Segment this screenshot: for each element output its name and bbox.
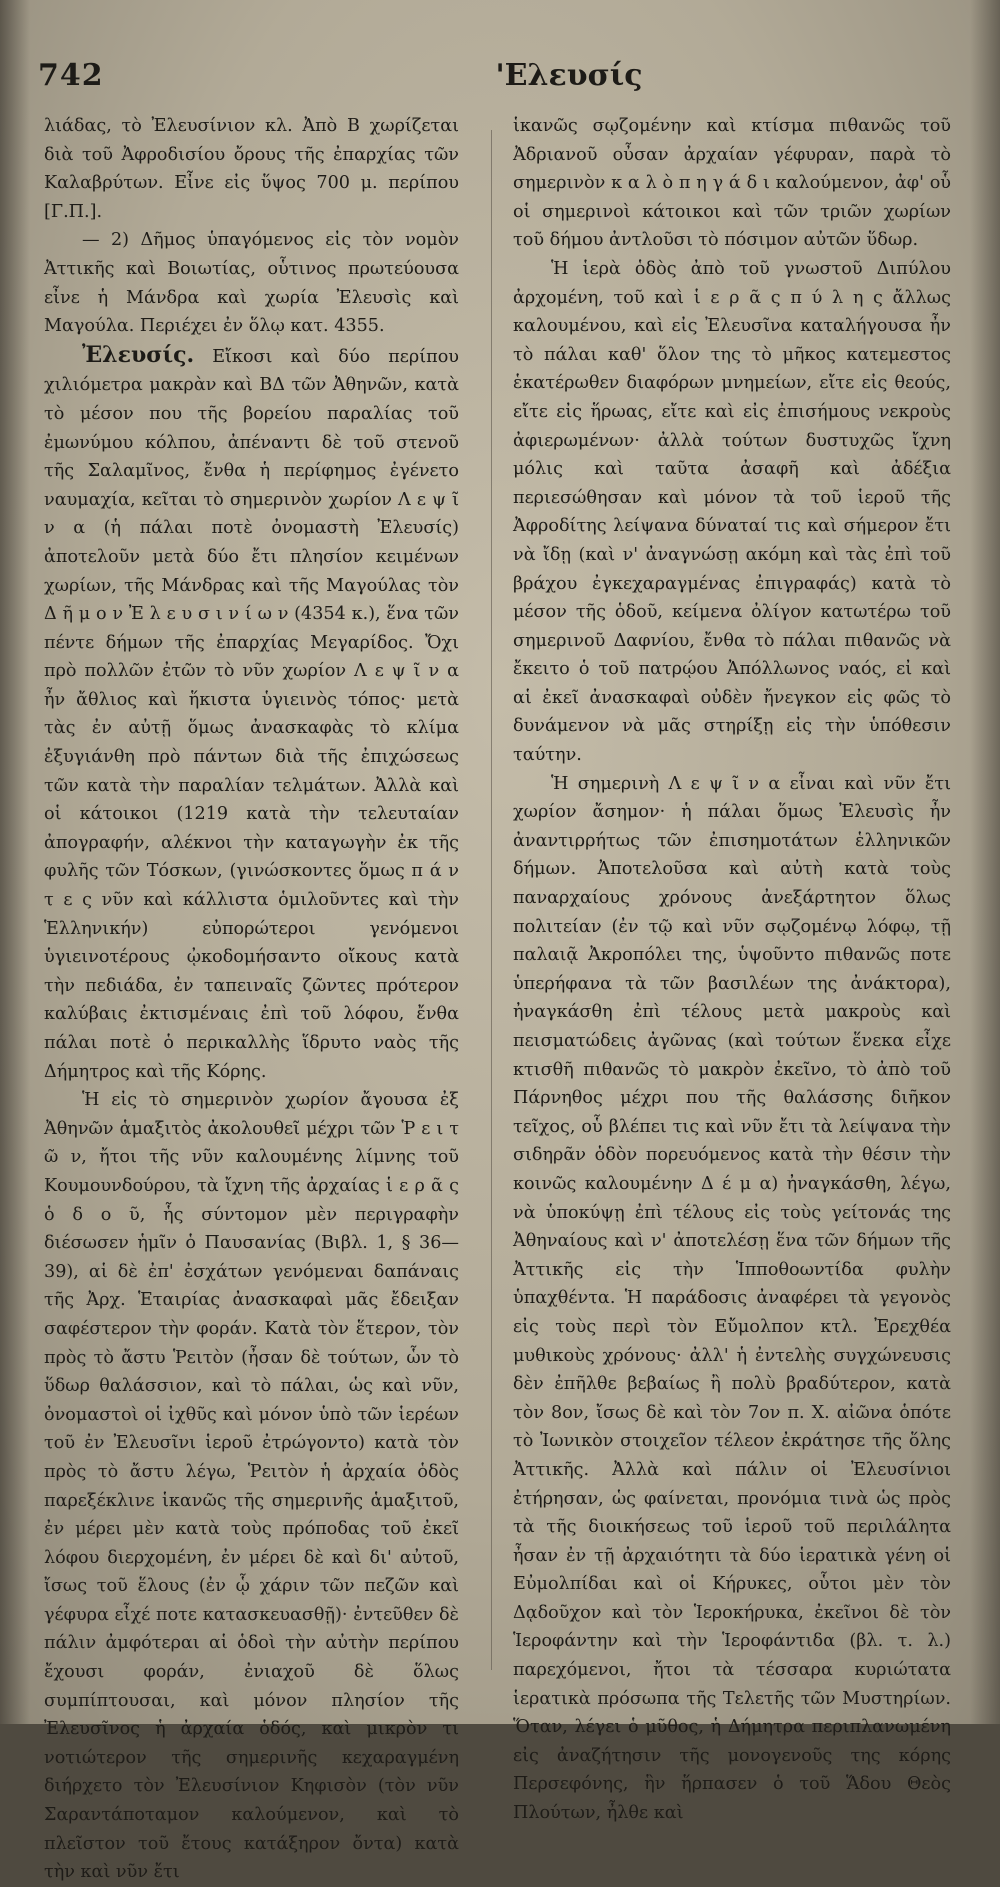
paragraph-bridge: ἱκανῶς σῳζομένην καὶ κτίσμα πιθανῶς τοῦ Ἀδριανοῦ οὖσαν ἀρχαίαν γέφυραν, παρὰ τὸ σημερινὸν κ α λ ὸ π η γ ά δ ι καλούμενον, ἀφ' οὗ οἱ σημερινοὶ κάτοικοι καὶ τῶν τριῶν χωρίων τοῦ δήμου ἀντλοῦσι τὸ πόσιμον αὐτῶν ὕδωρ. (513, 116, 951, 251)
paragraph-hiera-odos: Ἡ ἱερὰ ὁδὸς ἀπὸ τοῦ γνωστοῦ Διπύλου ἀρχομένη, τοῦ καὶ ἱ ε ρ ᾶ ς π ύ λ η ς ἄλλως καλουμένου, καὶ εἰς Ἐλευσῖνα καταλήγουσα ἦν τὸ πάλαι καθ' ὅλον της τὸ μῆκος κατεμεστος ἑκατέρωθεν διαφόρων μνημείων, εἴτε εἰς θεούς, εἴτε εἰς ἥρωας, εἴτε καὶ εἰς ἐπισήμους νεκροὺς ἀφιερωμένων· ἀλλὰ τούτων δυστυχῶς ἴχνη μόλις καὶ ταῦτα ἀσαφῆ καὶ ἀδέξια περιεσώθησαν καὶ μόνον τὰ τοῦ ἱεροῦ τῆς Ἀφροδίτης λείψανα δύναταί τις καὶ σήμερον ἔτι νὰ ἴδῃ (καὶ ν' ἀναγνώσῃ ακόμη καὶ τὰς ἐπὶ τοῦ βράχου ἐγκεχαραγμένας ἐπιγραφάς) κατὰ τὸ μέσον τῆς ὁδοῦ, κείμενα ὀλίγον κατωτέρω τοῦ σημερινοῦ Δαφνίου, ἔνθα τὸ πάλαι πιθανῶς νὰ ἔκειτο ὁ τοῦ πατρῴου Ἀπόλλωνος ναός, εἰ καὶ αἱ ἐκεῖ ἀνασκαφαὶ οὐδὲν ἤνεγκον εἰς φῶς τὸ δυνάμενον νὰ μᾶς στηρίξῃ εἰς τὴν ὑπόθεσιν ταύτην. (513, 258, 951, 766)
paragraph-continuation: λιάδας, τὸ Ἐλευσίνιον κλ. Ἀπὸ Β χωρίζεται διὰ τοῦ Ἀφροδισίου ὄρους τῆς ἐπαρχίας τῶν Καλαβρύτων. Εἶνε εἰς ὕψος 700 μ. περίπου [Γ.Π.]. (44, 116, 459, 222)
page-edge-shadow-left (0, 0, 30, 1724)
running-head: 'Ελευσίς (495, 58, 643, 93)
page-number: 742 (38, 58, 104, 93)
page-edge-shadow-right (970, 0, 1000, 1724)
left-column (44, 112, 459, 1883)
right-column (513, 112, 951, 1824)
paragraph-sacred-way: Ἡ εἰς τὸ σημερινὸν χωρίον ἄγουσα ἐξ Ἀθηνῶν ἁμαξιτὸς ἀκολουθεῖ μέχρι τῶν Ῥ ε ι τ ῶ ν, ἤτοι τῆς νῦν καλουμένης λίμνης τοῦ Κουμουνδούρου, τὰ ἴχνη τῆς ἀρχαίας ἱ ε ρ ᾶ ς ὁ δ ο ῦ, ἧς σύντομον μὲν περιγραφὴν διέσωσεν ἡμῖν ὁ Παυσανίας (Βιβλ. 1, § 36—39), αἱ δὲ ἐπ' ἐσχάτων γενόμεναι δαπάναις τῆς Ἀρχ. Ἑταιρίας ἀνασκαφαὶ μᾶς ἔδειξαν σαφέστερον τὴν φοράν. Κατὰ τὸν ἕτερον, τὸν πρὸς τὸ ἄστυ Ῥειτὸν (ἦσαν δὲ τούτων, ὧν τὸ ὕδωρ θαλάσσιον, καὶ τὸ πάλαι, ὡς καὶ νῦν, ὀνομαστοὶ οἱ ἰχθῦς καὶ μόνον ὑπὸ τῶν ἱερέων τοῦ ἐν Ἐλευσῖνι ἱεροῦ ἐτρώγοντο) κατὰ τὸν πρὸς τὸ ἄστυ λέγω, Ῥειτὸν ἡ ἀρχαία ὁδὸς παρεξέκλινε ἱκανῶς τῆς σημερινῆς ἁμαξιτοῦ, ἐν μέρει μὲν κατὰ τοὺς πρόποδας τοῦ ἐκεῖ λόφου διερχομένη, ἐν μέρει δὲ καὶ δι' αὐτοῦ, ἴσως τοῦ ἕλους (ἐν ᾧ χάριν τῶν πεζῶν καὶ γέφυρα εἶχέ ποτε κατασκευασθῇ)· ἐντεῦθεν δὲ πάλιν ἀμφότεραι αἱ ὁδοὶ τὴν αὐτὴν περίπου ἔχουσι φοράν, ἐνιαχοῦ δὲ ὅλως συμπίπτουσαι, καὶ μόνον πλησίον τῆς Ἐλευσῖνος ἡ ἀρχαία ὁδός, καὶ μικρὸν τι νοτιώτερον τῆς σημερινῆς κεχαραγμένη διήρχετο τὸν Ἐλευσίνιον Κηφισὸν (τὸν νῦν Σαραντάποταμον καλούμενον, καὶ τὸ πλεῖστον τοῦ ἔτους κατάξηρον ὄντα) κατὰ τὴν καὶ νῦν ἔτι (44, 1090, 459, 1883)
paragraph-lepsina: Ἡ σημερινὴ Λ ε ψ ῖ ν α εἶναι καὶ νῦν ἔτι χωρίον ἄσημον· ἡ πάλαι ὅμως Ἐλευσὶς ἦν ἀναντιρρήτως τῶν ἐπισημοτάτων ἑλληνικῶν δήμων. Ἀποτελοῦσα καὶ αὐτὴ κατὰ τοὺς παναρχαίους χρόνους ἀνεξάρτητον ὅλως πολιτείαν (ἐν τῷ καὶ νῦν σῳζομένῳ λόφῳ, τῇ παλαιᾷ Ἀκροπόλει της, ὑψοῦντο πιθανῶς ποτε ὑπερήφανα τὰ τῶν βασιλέων της ἀνάκτορα), ἠναγκάσθη ἐπὶ τέλους μετὰ μακροὺς καὶ πεισματώδεις ἀγῶνας (καὶ τούτων ἕνεκα εἶχε κτισθῆ πιθανῶς τὸ μακρὸν ἐκεῖνο, τὸ ἀπὸ τοῦ Πάρνηθος μέχρι που τῆς θαλάσσης διῆκον τεῖχος, οὗ βλέπει τις καὶ νῦν ἔτι τὰ λείψανα τὴν σιδηρᾶν ὁδὸν πορευόμενος κατὰ τὴν θέσιν τὴν κοινῶς καλουμένην Δ έ μ α) ἠναγκάσθη, λέγω, νὰ ὑποκύψῃ ἐπὶ τέλους εἰς τοὺς γείτονάς της Ἀθηναίους καὶ ν' ἀποτελέσῃ ἕνα τῶν δήμων τῆς Ἀττικῆς εἰς τὴν Ἱπποθοωντίδα φυλὴν ὑπαχθέντα. Ἡ παράδοσις ἀναφέρει τὰ γεγονὸς εἰς τοὺς περὶ τὸν Εὔμολπον κτλ. Ἐρεχθέα μυθικοὺς χρόνους· ἀλλ' ἡ ἐντελὴς συγχώνευσις δὲν ἐπῆλθε βεβαίως ἢ πολὺ βραδύτερον, κατὰ τὸν 8ον, ἴσως δὲ καὶ τὸν 7ον π. Χ. αἰῶνα ὁπότε τὸ Ἰωνικὸν στοιχεῖον τέλεον ἐκράτησε τῆς ὅλης Ἀττικῆς. Ἀλλὰ καὶ πάλιν οἱ Ἐλευσίνιοι ἐτήρησαν, ὡς φαίνεται, προνόμια τινὰ ὡς πρὸς τὰ τῆς διοικήσεως τοῦ ἱεροῦ τοῦ περιλάλητα ἦσαν ἐν τῇ ἀρχαιότητι τὰ δύο ἱερατικὰ γένη οἱ Εὐμολπίδαι καὶ οἱ Κήρυκες, οὗτοι μὲν τὸν Δᾳδοῦχον καὶ τὸν Ἱεροκήρυκα, ἐκεῖνοι δὲ τὸν Ἱεροφάντην καὶ τὴν Ἱεροφάντιδα (βλ. τ. λ.) παρεχόμενοι, ἤτοι τὰ τέσσαρα κυριώτατα ἱερατικὰ πρόσωπα τῆς Τελετῆς τῶν Μυστηρίων. Ὅταν, λέγει ὁ μῦθος, ἡ Δήμητρα περιπλανωμένη εἰς ἀναζήτησιν τῆς μονογενοῦς της κόρης Περσεφόνης, ἣν ἥρπασεν ὁ τοῦ Ἅδου Θεὸς Πλούτων, ἦλθε καὶ (513, 773, 951, 1824)
paragraph-demos: — 2) Δῆμος ὑπαγόμενος εἰς τὸν νομὸν Ἀττικῆς καὶ Βοιωτίας, οὗτινος πρωτεύουσα εἶνε ἡ Μάνδρα καὶ χωρία Ἐλευσὶς καὶ Μαγούλα. Περιέχει ἐν ὅλῳ κατ. 4355. (44, 230, 459, 337)
column-divider (491, 130, 492, 1670)
entry-text: Εἴκοσι καὶ δύο περίπου χιλιόμετρα μακρὰν καὶ ΒΔ τῶν Ἀθηνῶν, κατὰ τὸ μέσον που τῆς βορείου παραλίας τοῦ ἐμωνύμου κόλπου, ἀπέναντι δὲ τοῦ στενοῦ τῆς Σαλαμῖνος, ἔνθα ἡ περίφημος ἐγένετο ναυμαχία, κεῖται τὸ σημερινὸν χωρίον Λ ε ψ ῖ ν α (ἡ πάλαι ποτὲ ὀνομαστὴ Ἐλευσίς) ἀποτελοῦν μετὰ δύο ἔτι πλησίον κειμένων χωρίων, τῆς Μάνδρας καὶ τῆς Μαγούλας τὸν Δ ῆ μ ο ν Ἐ λ ε υ σ ι ν ί ω ν (4354 κ.), ἕνα τῶν πέντε δήμων τῆς ἐπαρχίας Μεγαρίδος. Ὄχι πρὸ πολλῶν ἐτῶν τὸ νῦν χωρίον Λ ε ψ ῖ ν α ἦν ἄθλιος καὶ ἥκιστα ὑγιεινὸς τόπος· μετὰ τὰς ἐν αὐτῇ ὅμως ἀνασκαφὰς τὸ κλίμα ἐξυγιάνθη πρὸ πάντων διὰ τῆς ἐπιχώσεως τῶν κατὰ τὴν παραλίαν τελμάτων. Ἀλλὰ καὶ οἱ κάτοικοι (1219 κατὰ τὴν τελευταίαν ἀπογραφήν, αλέκνοι τὴν καταγωγὴν ἐκ τῆς φυλῆς τῶν Τόσκων, (γινώσκοντες ὅμως π ά ν τ ε ς νῦν καὶ κάλλιστα ὁμιλοῦντες καὶ τὴν Ἑλληνικήν) εὐπορώτεροι γενόμενοι ὑγιεινοτέρους ᾠκοδομήσαντο οἴκους κατὰ τὴν πεδιάδα, ἐν ταπειναῖς ζῶντες πρότερον καλύβαις ἐκτισμέναις ἐπὶ τοῦ λόφου, ἔνθα πάλαι ποτὲ ὁ περικαλλὴς ἵδρυτο ναὸς τῆς Δήμητρος καὶ τῆς Κόρης. (44, 346, 459, 1082)
page-header (38, 58, 960, 108)
entry-title: Ἐλευσίς. (82, 341, 195, 368)
paragraph-eleusis-intro (44, 341, 459, 1086)
